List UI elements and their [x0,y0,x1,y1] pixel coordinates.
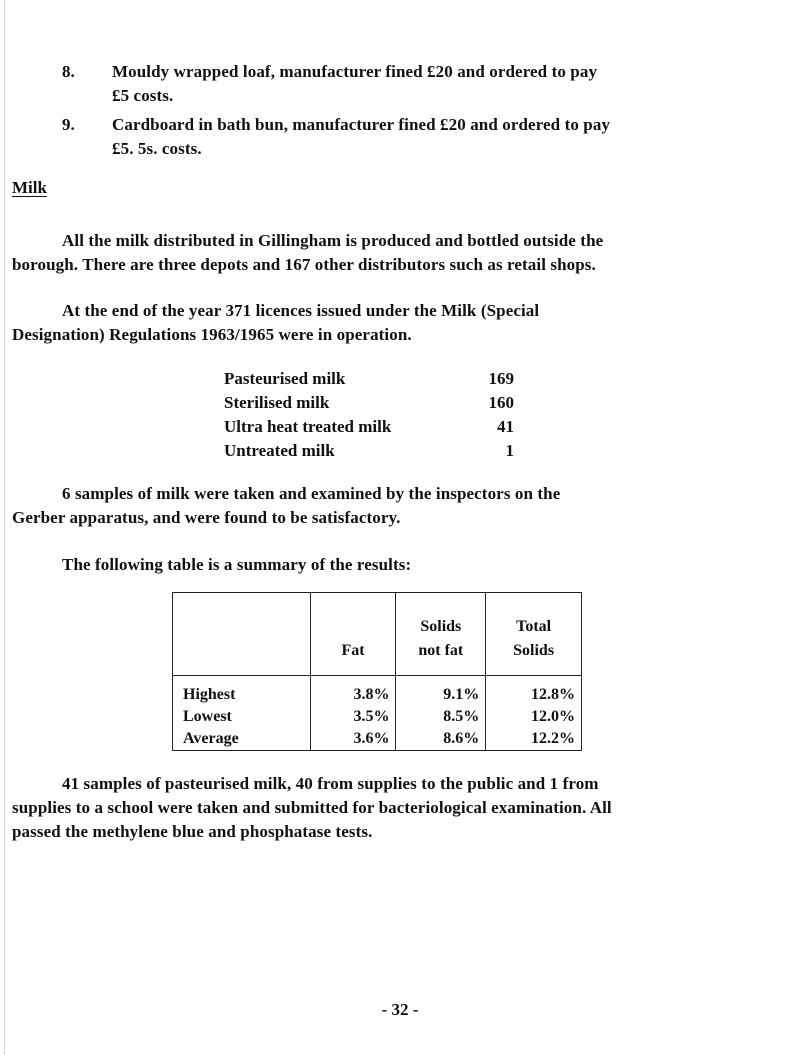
header-solids-label-1: Solids [420,618,462,635]
licence-list [224,367,514,463]
paragraph-5-line2: supplies to a school were taken and submitted for bacteriological examination. All [12,798,612,817]
paragraph-3-line2: Gerber apparatus, and were found to be satisfactory. [12,508,401,527]
table-header-row [173,593,582,676]
table-row-average [173,728,582,751]
paragraph-3-line1: 6 samples of milk were taken and examined by the inspectors on the [62,484,561,503]
item-9-number: 9. [62,115,75,134]
cell-fat: 3.8% [310,676,396,707]
licence-row [224,391,514,415]
item-8-number: 8. [62,62,75,81]
table-header-fat [310,593,396,676]
table-row-lowest [173,706,582,728]
licence-label: Ultra heat treated milk [224,417,392,436]
licence-value: 1 [505,441,514,460]
row-label: Average [173,728,311,751]
paragraph-1-line2: borough. There are three depots and 167 other distributors such as retail shops. [12,255,596,274]
licence-label: Untreated milk [224,441,335,460]
cell-total: 12.8% [486,676,582,707]
results-table [172,592,582,751]
item-9-line2: £5. 5s. costs. [112,139,202,158]
cell-total: 12.2% [486,728,582,751]
header-total-label-2: Solids [513,642,555,659]
licence-value: 41 [497,417,514,436]
paragraph-4-line1: The following table is a summary of the results: [62,555,412,574]
cell-fat: 3.5% [310,706,396,728]
section-heading-milk: Milk [12,178,47,197]
cell-solids: 8.6% [396,728,486,751]
paragraph-5-line1: 41 samples of pasteurised milk, 40 from supplies to the public and 1 from [62,774,599,793]
paragraph-5-line3: passed the methylene blue and phosphatase tests. [12,822,373,841]
licence-row [224,415,514,439]
table-header-blank [173,593,311,676]
licence-row [224,367,514,391]
licence-value: 160 [488,393,514,412]
table-row-highest [173,676,582,707]
cell-solids: 8.5% [396,706,486,728]
cell-fat: 3.6% [310,728,396,751]
item-8-line1: Mouldy wrapped loaf, manufacturer fined £20 and ordered to pay [112,62,598,81]
licence-label: Pasteurised milk [224,369,346,388]
item-8-line2: £5 costs. [112,86,174,105]
header-total-label-1: Total [516,618,552,635]
paragraph-2-line2: Designation) Regulations 1963/1965 were in operation. [12,325,412,344]
row-label: Lowest [173,706,311,728]
cell-total: 12.0% [486,706,582,728]
row-label: Highest [173,676,311,707]
table-header-total-solids [486,593,582,676]
cell-solids: 9.1% [396,676,486,707]
licence-row [224,439,514,463]
licence-value: 169 [488,369,514,388]
paragraph-2-line1: At the end of the year 371 licences issued under the Milk (Special [62,301,540,320]
header-solids-label-2: not fat [418,642,464,659]
licence-label: Sterilised milk [224,393,330,412]
paragraph-1-line1: All the milk distributed in Gillingham is produced and bottled outside the [62,231,604,250]
table-header-solids-not-fat [396,593,486,676]
page-number: - 32 - [381,1000,419,1019]
header-fat-label: Fat [341,642,365,659]
scan-edge [4,0,5,1055]
item-9-line1: Cardboard in bath bun, manufacturer fined £20 and ordered to pay [112,115,611,134]
